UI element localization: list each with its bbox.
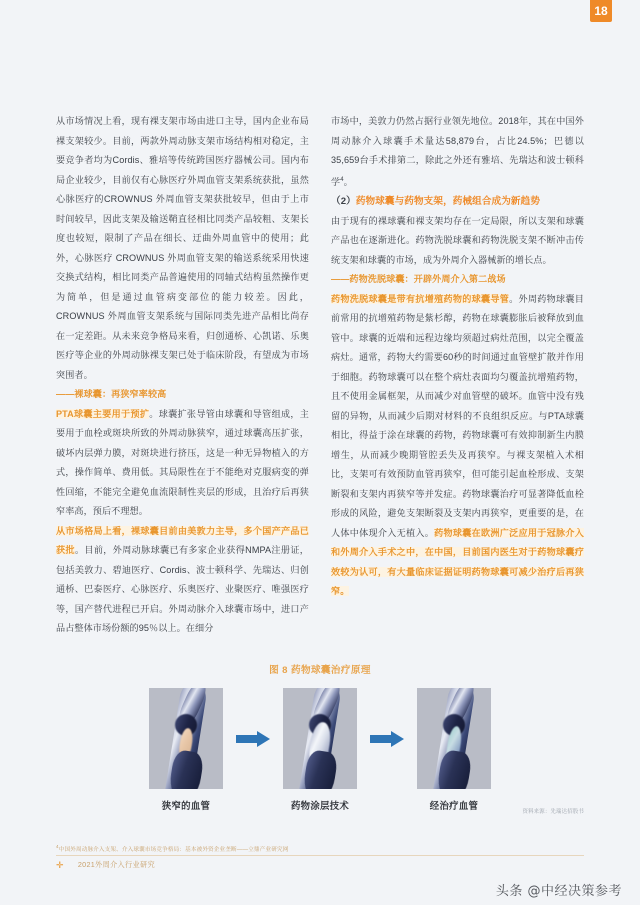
highlight-deb-definition: 药物洗脱球囊是带有抗增殖药物的球囊导管 — [331, 293, 510, 304]
figure-arrow-2-wrap — [358, 731, 416, 746]
paragraph-deb-principle-rest: 。外周药物球囊目前常用的抗增殖药物是紫杉醇，药物在球囊膨胀后被释放到血管中。球囊的近端和远程边缘均须超过病灶范围，以完全覆盖病灶。通常，药物大约需要60秒的时间通过血管壁扩散并作用于细胞。药物球囊可以在整个病灶表面均匀覆盖抗增殖药物，且不使用金属框架，从而减少对血管壁的破坏。血管中没有残留的异物，从而减少后期对材料的不良组织反应。与PTA球囊相比，得益于涂在球囊的药物，药物球囊可有效抑制新生内膜增生，从而减少晚期管腔丢失及再狭窄。与裸支架植入术相比，支架可有效预防血管再狭窄，但可能引起血栓形成、支架断裂和支架内再狭窄等并发症。药物球囊治疗可显著降低血栓形成的风险，避免支架断裂及支架内再狭窄，更重要的是，在人体中体现介入无植入。 — [331, 293, 584, 538]
footer-bar — [56, 860, 584, 870]
figure-panel-label: 狭窄的血管 — [161, 800, 211, 811]
right-column — [331, 112, 584, 639]
arrow-right-icon — [370, 731, 404, 746]
footer-cross-icon: ✛ — [56, 859, 64, 870]
section-title: 药物球囊与药物支架，药械组合成为新趋势 — [355, 196, 541, 208]
paragraph-market-overview: 从市场情况上看，现有裸支架市场由进口主导，国内企业布局裸支架较少。目前，两款外周动脉支架市场结构相对稳定，主要竞争者均为Cordis、雅培等传统跨国医疗器械公司。国内布局企业较少，目前仅有心脉医疗外周血管支架系统获批，虽然心脉医疗的CROWNUS 外周血管支架获批较早，但由于上市时间较早，因此支架及输送鞘直径相比同类产品较粗、支架长度也较短，限制了产品在细长、迂曲外周血管中的使用；此外，心脉医疗 CROWNUS 外周血管支架的输送系统采用快速交换式结构，相比同类产品普遍使用的同轴式结构虽然操作更为简单，但是通过血管病变部位的能力较差。因此，CROWNUS 外周血管支架系统与国际同类先进产品相比尚存在一定差距。从未来竞争格局来看，归创通桥、心凯诺、乐奥医疗等企业的外周动脉裸支架已处于临床阶段，有望成为市场突围者。 — [56, 116, 309, 380]
figure-8 — [56, 662, 584, 815]
footnote-line — [56, 842, 584, 855]
article-columns — [56, 112, 584, 639]
section-heading-drug-balloon — [331, 192, 584, 212]
paragraph-evolution: 由于现有的裸球囊和裸支架均存在一定局限，所以支架和球囊产品也在逐渐进化。药物洗脱球囊和药物洗脱支架不断冲击传统支架和球囊的市场，成为外周介入器械新的增长点。 — [331, 215, 584, 265]
figure-panel-stenosis — [148, 688, 224, 812]
watermark-text: 头条 @中经决策参考 — [495, 884, 622, 899]
figure-panel-treated — [416, 688, 492, 812]
paragraph-market-structure-rest: 。目前，外周动脉球囊已有多家企业获得NMPA注册证，包括美敦力、碧迪医疗、Cordis、波士顿科学、先瑞达、归创通桥、巴泰医疗、心脉医疗、乐奥医疗、业聚医疗、唯强医疗等，国产替代进程已开启。外周动脉介入球囊市场中，进口产品占整体市场份额的95％以上。在细分 — [56, 545, 309, 633]
paragraph-market-structure — [56, 522, 309, 639]
highlight-pta-lead: PTA球囊主要用于预扩 — [56, 408, 150, 419]
arrow-head — [391, 731, 404, 747]
arrow-right-icon — [236, 731, 270, 746]
figure-source: 资料来源：先瑞达招股书 — [522, 809, 584, 815]
highlight-deb-europe: 药物球囊在欧洲广泛应用于冠脉介入和外周介入手术之中，在中国，目前国内医生对于药物球囊疗效较为认可，有大量临床证据证明药物球囊可减少治疗后再狭窄。 — [331, 527, 584, 597]
footer-label: 2021外周介入行业研究 — [77, 860, 155, 869]
highlight-medtronic-lead: 从市场格局上看，裸球囊目前由美敦力主导，多个国产产品已获批 — [56, 525, 309, 555]
figure-panel-label: 药物涂层技术 — [290, 800, 350, 811]
figure-caption: 图 8 药物球囊治疗原理 — [269, 665, 371, 676]
paragraph-pta-balloon — [56, 405, 309, 522]
vessel-treated-image — [417, 688, 491, 789]
paragraph-pta-balloon-rest: 。球囊扩张导管由球囊和导管组成，主要用于血栓或斑块所致的外周动脉狭窄，通过球囊高压扩张，破坏内层弹力膜，对斑块进行挤压，这是一种无异物植入的方式，操作简单、费用低。其局限性在于不能绝对克服病变的弹性回缩，不能完全避免血流限制性夹层的形成，且治疗后再狭窄率高，预后不理想。 — [56, 408, 309, 516]
section-number: （2） — [331, 196, 356, 208]
vessel-stenosis-image — [149, 688, 223, 789]
arrow-shaft — [370, 735, 392, 743]
figure-panel-coating — [282, 688, 358, 812]
figure-panels — [56, 688, 584, 812]
paragraph-medtronic-share-text: 市场中，美敦力仍然占据行业领先地位。2018年，其在中国外周动脉介入球囊手术量达58,879台，占比24.5%；巴德以35,659台手术排第二，除此之外还有雅培、先瑞达和波士顿科学 — [331, 116, 584, 187]
figure-arrow-1-wrap — [224, 731, 282, 746]
subheading-bare-balloon: ——裸球囊：再狭窄率较高 — [56, 389, 167, 399]
paragraph-medtronic-share-end: 。 — [343, 176, 353, 187]
footnote-text: 中国外周动脉介入支架、介入球囊市场竞争格局：基本被外资企业垄断——立鼎产业研究网 — [58, 846, 289, 853]
page-number-badge: 18 — [590, 0, 612, 22]
arrow-shaft — [236, 735, 258, 743]
footnote-marker: 4 — [56, 844, 59, 849]
footnote-reference: 4 — [340, 176, 344, 183]
left-column — [56, 112, 309, 639]
vessel-coating-image — [283, 688, 357, 789]
footer-divider — [56, 855, 584, 856]
paragraph-deb-principle — [331, 290, 584, 602]
paragraph-medtronic-share — [331, 112, 584, 192]
figure-panel-label: 经治疗血管 — [429, 800, 479, 811]
arrow-head — [257, 731, 270, 747]
subheading-deb: ——药物洗脱球囊：开辟外周介入第二战场 — [331, 274, 506, 285]
